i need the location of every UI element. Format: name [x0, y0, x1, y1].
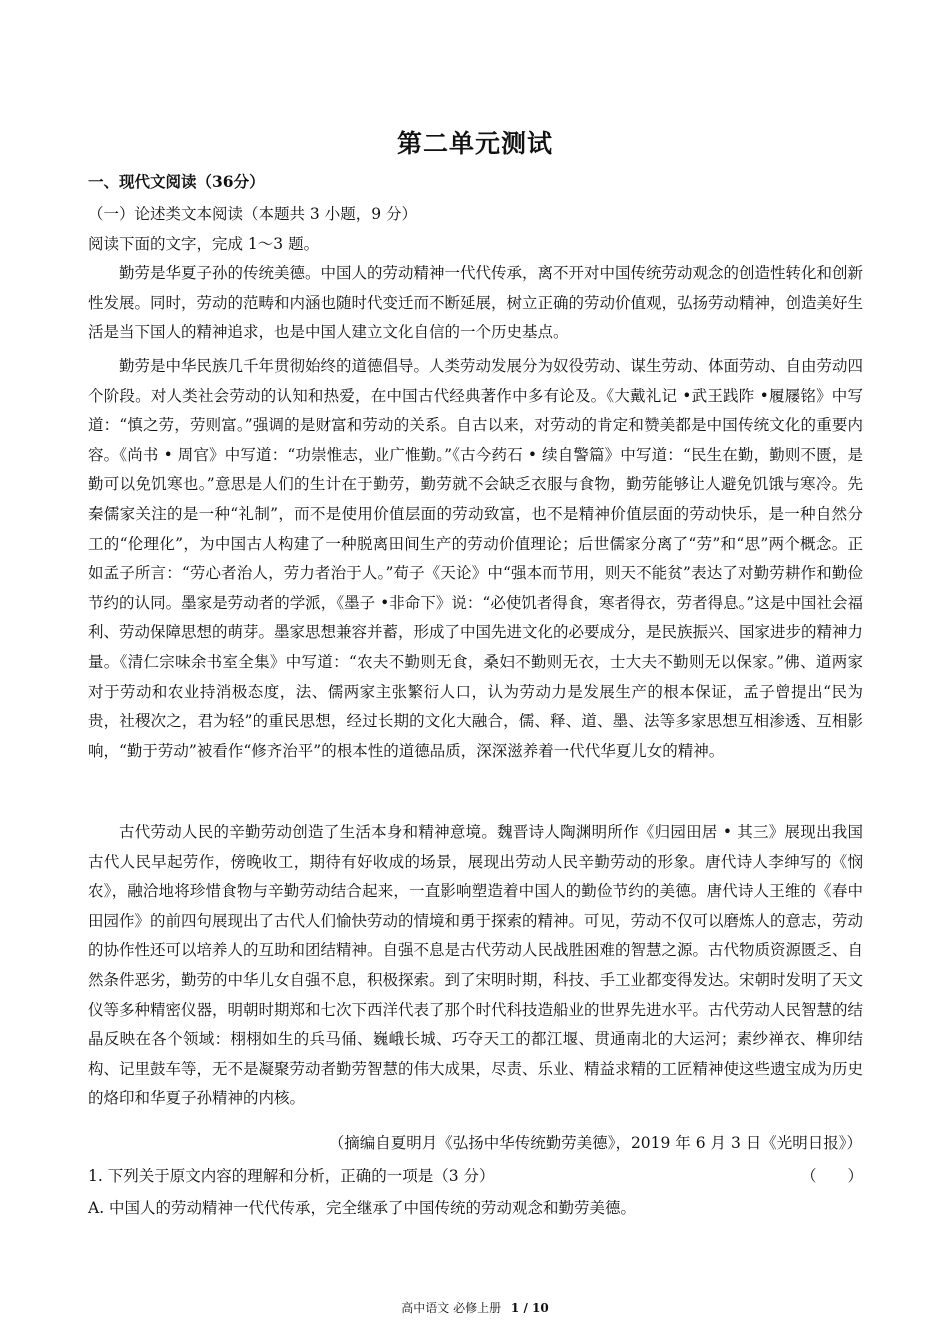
source-citation: （摘编自夏明月《弘扬中华传统勤劳美德》，2019 年 6 月 3 日《光明日报》） — [328, 1134, 862, 1152]
page-title: 第二单元测试 — [396, 129, 553, 158]
paragraph-3: 古代劳动人民的辛勤劳动创造了生活本身和精神意境。魏晋诗人陶渊明所作《归园田居 • 其三》展现出我国古代人民早起劳作，傍晚收工，期待有好收成的场景，展现出劳动人民辛勤劳动的形象。唐代诗人李绅写的《悯农》，融洽地将珍惜食物与辛勤劳动结合起来，一直影响塑造着中国人的勤俭节约的美德。唐代诗人王维的《春中田园作》的前四句展现出了古代人们愉快劳动的情境和勇于探索的精神。可见，劳动不仅可以磨炼人的意志，劳动的协作性还可以培养人的互助和团结精神。自强不息是古代劳动人民战胜困难的智慧之源。古代物质资源匮乏、自然条件恶劣，勤劳的中华儿女自强不息，积极探索。到了宋明时期，科技、手工业都变得发达。宋朝时发明了天文仪等多种精密仪器，明朝时期郑和七次下西洋代表了那个时代科技造船业的世界先进水平。古代劳动人民智慧的结晶反映在各个领域：栩栩如生的兵马俑、巍峨长城、巧夺天工的都江堰、贯通南北的大运河；素纱禅衣、榫卯结构、记里鼓车等，无不是凝聚劳动者勤劳智慧的伟大成果，尽责、乐业、精益求精的工匠精神使这些遗宝成为历史的烙印和华夏子孙精神的内核。 — [88, 823, 864, 1108]
page-footer — [0, 1300, 950, 1316]
question-1-stem: 1. 下列关于原文内容的理解和分析，正确的一项是（3 分） — [88, 1167, 495, 1185]
page-number: 1 / 10 — [510, 1301, 549, 1315]
section-heading: 一、现代文阅读（36分） — [88, 172, 265, 191]
footer-book-title: 高中语文 必修上册 — [401, 1301, 502, 1315]
answer-bracket: （ ） — [800, 1167, 863, 1185]
reading-instruction: 阅读下面的文字，完成 1～3 题。 — [88, 235, 320, 253]
paragraph-1: 勤劳是华夏子孙的传统美德。中国人的劳动精神一代代传承，离不开对中国传统劳动观念的创造性转化和创新性发展。同时，劳动的范畴和内涵也随时代变迁而不断延展，树立正确的劳动价值观，弘扬劳动精神，创造美好生活是当下国人的精神追求，也是中国人建立文化自信的一个历史基点。 — [88, 264, 864, 342]
subsection-heading: （一）论述类文本阅读（本题共 3 小题，9 分） — [88, 205, 418, 223]
paragraph-2: 勤劳是中华民族几千年贯彻始终的道德倡导。人类劳动发展分为奴役劳动、谋生劳动、体面劳动、自由劳动四个阶段。对人类社会劳动的认知和热爱，在中国古代经典著作中多有论及。《大戴礼记 •武王践阼 •履屦铭》中写道：“慎之劳，劳则富。”强调的是财富和劳动的关系。自古以来，对劳动的肯定和赞美都是中国传统文化的重要内容。《尚书 • 周官》中写道：“功崇惟志，业广惟勤。”《古今药石 • 续自警篇》中写道：“民生在勤，勤则不匮，是勤可以免饥寒也。”意思是人们的生计在于勤劳，勤劳就不会缺乏衣服与食物，勤劳能够让人避免饥饿与寒冷。先秦儒家关注的是一种“礼制”，而不是使用价值层面的劳动致富，也不是精神价值层面的劳动快乐，是一种自然分工的“伦理化”，为中国古人构建了一种脱离田间生产的劳动价值理论；后世儒家分离了“劳”和“思”两个概念。正如孟子所言：“劳心者治人，劳力者治于人。”荀子《天论》中“强本而节用，则天不能贫”表达了对勤劳耕作和勤俭节约的认同。墨家是劳动者的学派，《墨子 •非命下》说：“必使饥者得食，寒者得衣，劳者得息。”这是中国社会福利、劳动保障思想的萌芽。墨家思想兼容并蓄，形成了中国先进文化的必要成分，是民族振兴、国家进步的精神力量。《清仁宗味余书室全集》中写道：“农夫不勤则无食，桑妇不勤则无衣，士大夫不勤则无以保家。”佛、道两家对于劳动和农业持消极态度，法、儒两家主张繁衍人口，认为劳动力是发展生产的根本保证，孟子曾提出“民为贵，社稷次之，君为轻”的重民思想，经过长期的文化大融合，儒、释、道、墨、法等多家思想互相渗透、互相影响，“勤于劳动”被看作“修齐治平”的根本性的道德品质，深深滋养着一代代华夏儿女的精神。 — [88, 357, 864, 760]
question-1 — [88, 1166, 863, 1186]
question-1-option-a: A. 中国人的劳动精神一代代传承，完全继承了中国传统的劳动观念和勤劳美德。 — [88, 1199, 637, 1217]
